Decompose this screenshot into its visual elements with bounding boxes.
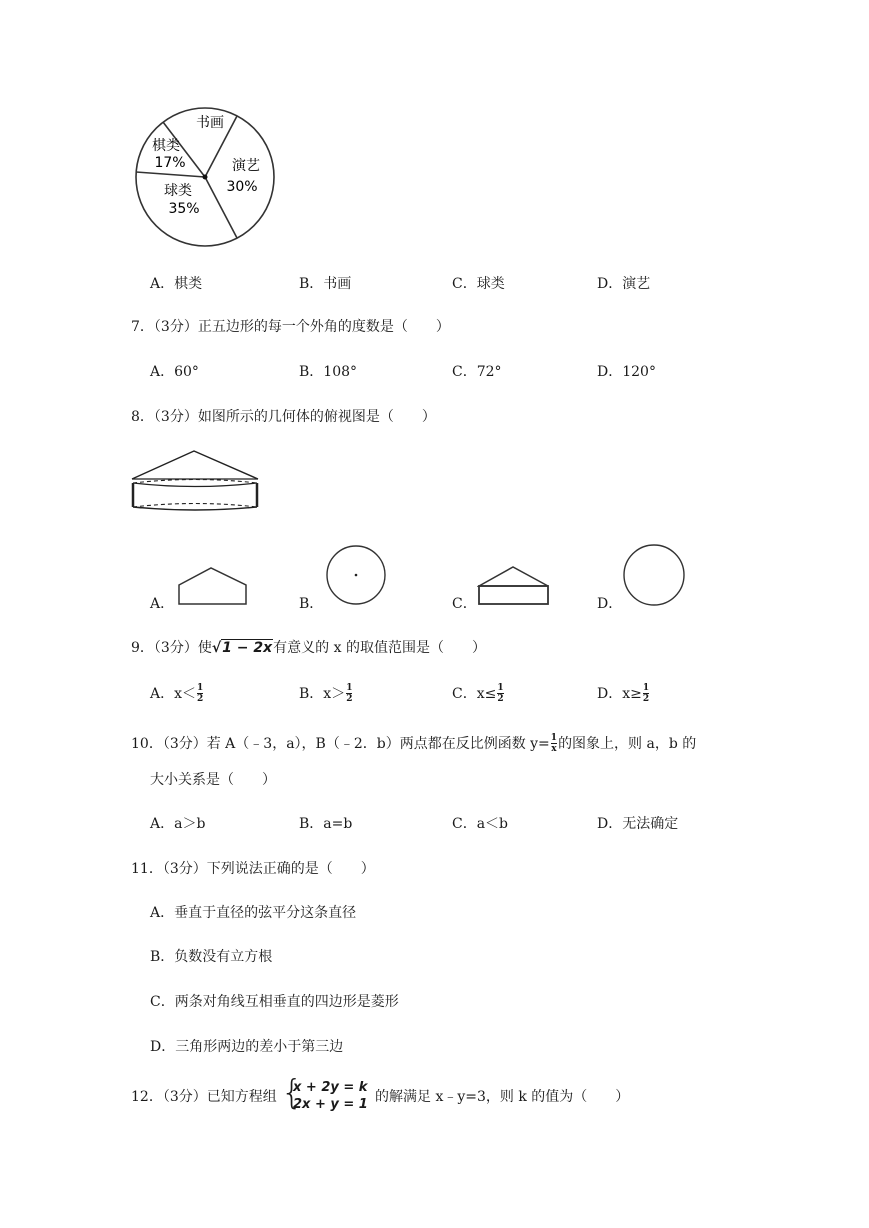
q8-option-a-label: A． (150, 596, 175, 612)
pie-label-performance: 演艺 (232, 158, 260, 174)
q12-equation-system (293, 1079, 368, 1113)
q11-option-c: C．两条对角线互相垂直的四边形是菱形 (150, 994, 399, 1010)
circle-center-dot (355, 574, 358, 577)
q10-stem-prefix: 10．（3分）若 A（﹣3，a），B（﹣2．b）两点都在反比例函数 y= (131, 736, 550, 752)
fraction-denominator: 2 (346, 694, 353, 704)
q9-option-d-text: D．x≥ (597, 686, 642, 702)
q9-stem-suffix: 有意义的 x 的取值范围是（ ） (273, 640, 486, 656)
pie-value-chess: 17% (154, 155, 186, 171)
fraction-numerator: 1 (346, 683, 353, 693)
q12-stem-suffix: 的解满足 x﹣y=3，则 k 的值为（ ） (375, 1089, 630, 1105)
q6-option-c: C．球类 (452, 276, 505, 292)
q8-option-b-figure (324, 543, 390, 609)
q8-option-c-figure (477, 564, 551, 608)
triangle-shape (479, 567, 548, 586)
q7-option-b: B．108° (299, 364, 358, 380)
pie-label-chess: 棋类 (152, 138, 180, 154)
q10-stem-line2: 大小关系是（ ） (150, 772, 276, 788)
q8-option-d-label: D． (597, 596, 623, 612)
solid-top-ellipse-back (133, 480, 257, 484)
q8-option-d-figure (622, 543, 688, 609)
q6-option-b: B．书画 (299, 276, 352, 292)
q7-stem: 7．（3分）正五边形的每一个外角的度数是（ ） (131, 319, 450, 335)
solid-top-ellipse-front (133, 483, 257, 487)
q9-option-b-fraction (346, 684, 352, 704)
q9-stem (131, 641, 486, 655)
q9-option-b (299, 684, 353, 704)
fraction-denominator: x (551, 744, 557, 754)
fraction-denominator: 2 (497, 694, 504, 704)
q9-option-d (597, 684, 650, 704)
pie-divider-3 (136, 172, 205, 177)
solid-bottom-ellipse-back (133, 504, 257, 508)
rectangle-shape (479, 586, 548, 604)
pie-center-dot (203, 175, 208, 180)
q10-stem-line1 (131, 734, 696, 754)
q12-system-brace: { (281, 1073, 303, 1113)
pie-label-ball: 球类 (164, 183, 192, 199)
q8-stem: 8．（3分）如图所示的几何体的俯视图是（ ） (131, 409, 436, 425)
q11-option-d: D．三角形两边的差小于第三边 (150, 1039, 344, 1055)
fraction-numerator: 1 (497, 683, 504, 693)
q11-stem: 11．（3分）下列说法正确的是（ ） (131, 861, 375, 877)
q12-equation-1: x + 2y = k (293, 1080, 368, 1095)
q6-option-a: A．棋类 (150, 276, 203, 292)
q8-option-c-label: C． (452, 596, 477, 612)
q9-option-c (452, 684, 505, 704)
q10-option-d: D．无法确定 (597, 816, 679, 832)
pie-value-performance: 30% (226, 179, 258, 195)
pentagon-shape (179, 568, 246, 604)
q9-stem-prefix: 9．（3分）使 (131, 640, 212, 656)
q9-radicand: 1 − 2x (222, 640, 273, 656)
pie-value-ball: 35% (168, 201, 200, 217)
q11-option-b: B．负数没有立方根 (150, 949, 273, 965)
q10-fraction (551, 734, 557, 754)
q10-option-a: A．a＞b (150, 816, 206, 832)
q12-stem-prefix: 12．（3分）已知方程组 (131, 1089, 277, 1105)
q8-option-a-figure (176, 565, 250, 607)
fraction-numerator: 1 (642, 683, 650, 693)
fraction-numerator: 1 (197, 683, 204, 693)
q9-option-a (150, 684, 204, 704)
pie-chart-figure (128, 100, 288, 260)
q9-option-b-text: B．x＞ (299, 686, 346, 702)
q7-option-d: D．120° (597, 364, 656, 380)
q9-option-d-fraction (643, 684, 649, 704)
q11-option-a: A．垂直于直径的弦平分这条直径 (150, 905, 357, 921)
pie-label-calligraphy: 书画 (196, 115, 224, 131)
solid-figure (128, 447, 264, 513)
q8-option-b-label: B． (299, 596, 324, 612)
solid-bottom-ellipse-front (133, 507, 257, 510)
q10-stem-suffix: 的图象上，则 a，b 的 (558, 736, 697, 752)
fraction-denominator: 2 (197, 694, 204, 704)
fraction-numerator: 1 (550, 733, 558, 743)
fraction-denominator: 2 (642, 694, 650, 704)
q9-sqrt-expression: √1 − 2x (211, 640, 273, 656)
q7-option-a: A．60° (150, 364, 199, 380)
plain-circle-outline (624, 545, 684, 605)
q9-option-a-fraction (197, 684, 203, 704)
q12-equation-2: 2x + y = 1 (293, 1097, 368, 1112)
q10-option-b: B．a=b (299, 816, 353, 832)
q9-option-c-text: C．x≤ (452, 686, 497, 702)
q7-option-c: C．72° (452, 364, 502, 380)
q10-option-c: C．a＜b (452, 816, 509, 832)
q9-option-c-fraction (497, 684, 503, 704)
q9-option-a-text: A．x＜ (150, 686, 197, 702)
q6-option-d: D．演艺 (597, 276, 651, 292)
solid-roof (132, 451, 258, 479)
